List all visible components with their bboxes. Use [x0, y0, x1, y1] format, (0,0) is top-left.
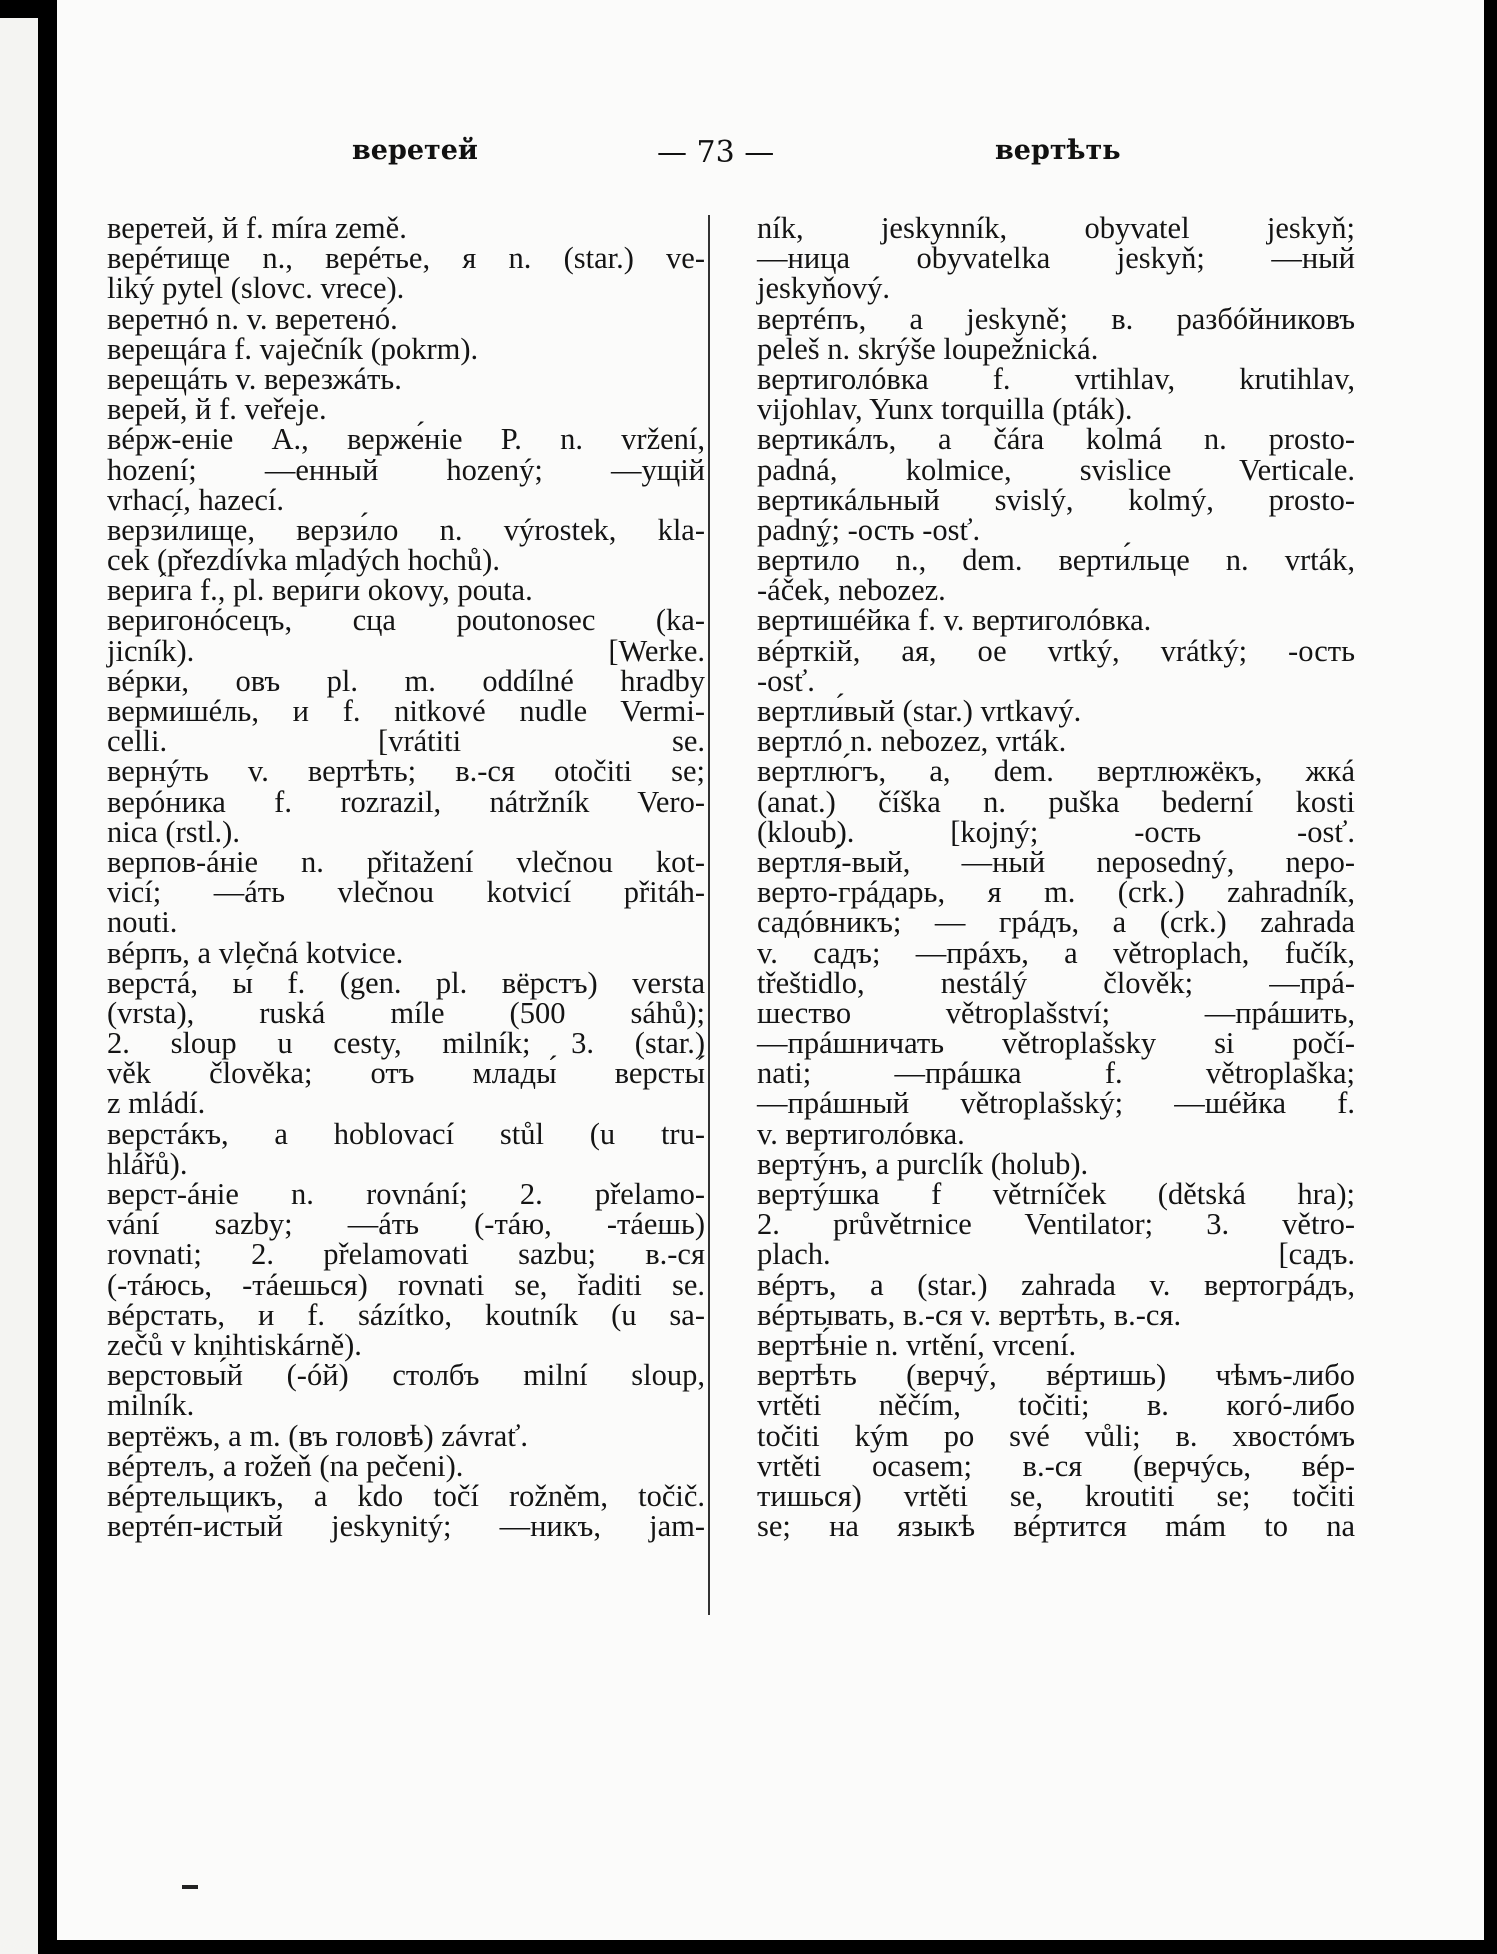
- text-line: vijohlav, Yunx torquilla (pták).: [757, 392, 1133, 427]
- text-line: nati; —прáшка f. větroplaška;: [757, 1056, 1355, 1091]
- text-line: верóника f. rozrazil, nátržník Vero-: [107, 784, 705, 819]
- text-line: (kloub). [kojný; -ость -osť.: [757, 814, 1355, 849]
- text-line: milník.: [107, 1388, 195, 1423]
- text-line: вéрки, овъ pl. m. oddílné hradby: [107, 663, 705, 698]
- text-line: вéрпъ, а vlečná kotvice.: [107, 935, 404, 970]
- text-line: zečů v knihtiskárně).: [107, 1327, 362, 1362]
- text-line: верзи́лище, верзи́ло n. výrostek, kla-: [107, 512, 705, 547]
- text-line: cek (přezdívka mladých hochů).: [107, 543, 500, 578]
- text-line: vicí; —áть vlečnou kotvicí přitáh-: [107, 875, 705, 910]
- right-column: [757, 211, 1355, 1544]
- text-line: ník, jeskynník, obyvatel jeskyň;: [757, 211, 1355, 245]
- text-line: nouti.: [107, 905, 178, 940]
- text-line: вертѣть (верчý, вéртишь) чѣмъ-либо: [757, 1358, 1355, 1393]
- text-line: věk člověka; отъ млады́ версты́: [107, 1056, 705, 1091]
- printer-mark: [182, 1885, 198, 1889]
- text-line: 2. sloup u cesty, milník; 3. (star.): [107, 1026, 705, 1061]
- text-line: вернýть v. вертѣть; в.-ся otočiti se;: [107, 754, 705, 789]
- text-line: (anat.) číška n. puška bederní kosti: [757, 784, 1355, 819]
- text-line: z mládí.: [107, 1086, 206, 1121]
- text-line: nica (rstl.).: [107, 814, 240, 849]
- text-line: верпов-áніе n. přitažení vlečnou kot-: [107, 844, 705, 879]
- text-line: se; на языкѣ вéртится mám to na: [757, 1509, 1355, 1544]
- text-line: vání sazby; —áть (-тáю, -тáешь): [107, 1207, 705, 1242]
- text-line: верей, й f. veřeje.: [107, 392, 327, 427]
- text-line: вери́га f., pl. вери́ги okovy, pouta.: [107, 573, 533, 608]
- text-line: верто-грáдарь, я m. (crk.) zahradník,: [757, 875, 1355, 910]
- text-line: вертиголóвка f. vrtihlav, krutihlav,: [757, 361, 1355, 396]
- text-line: верещáть v. верезжáть.: [107, 361, 402, 396]
- page-number: — 73 —: [657, 135, 775, 170]
- text-line: padný; -ость -osť.: [757, 512, 981, 547]
- text-line: вертлю́гъ, а, dem. вертлюжёкъ, жкá: [757, 754, 1355, 789]
- text-line: točiti kým po své vůli; в. хвостóмъ: [757, 1418, 1355, 1453]
- text-line: верещáга f. vaječník (pokrm).: [107, 331, 479, 366]
- text-line: hlářů).: [107, 1146, 188, 1181]
- header-right-guide-word: вертѣть: [995, 135, 1121, 166]
- text-line: верстовы́й (-óй) столбъ milní sloup,: [107, 1358, 705, 1393]
- text-line: —прáшный větroplašský; —шéйка f.: [757, 1086, 1355, 1121]
- text-line: верстá, ы́ f. (gen. pl. вёрстъ) versta: [107, 965, 705, 1000]
- text-line: (vrsta), ruská míle (500 sáhů);: [107, 995, 705, 1030]
- text-line: веретнó n. v. веретенó.: [107, 301, 398, 336]
- text-line: верстáкъ, а hoblovací stůl (u tru-: [107, 1116, 705, 1151]
- text-line: 2. průvětrnice Ventilator; 3. větro-: [757, 1207, 1355, 1242]
- header-left-guide-word: веретей: [352, 135, 478, 166]
- dictionary-page: [57, 0, 1484, 1940]
- text-line: vrhací, hazecí.: [107, 482, 284, 517]
- text-line: padná, kolmice, svislice Verticale.: [757, 452, 1355, 487]
- column-divider: [708, 215, 710, 1615]
- text-line: верти́ло n., dem. верти́льце n. vrták,: [757, 543, 1355, 578]
- text-line: -áček, nebozez.: [757, 573, 946, 608]
- text-line: -osť.: [757, 663, 815, 698]
- text-line: вертишéйка f. v. вертиголóвка.: [757, 603, 1152, 638]
- text-line: вертлó n. nebozez, vrták.: [757, 724, 1067, 759]
- text-line: тишься) vrtěti se, kroutiti se; točiti: [757, 1478, 1355, 1513]
- text-line: celli. [vrátiti se.: [107, 724, 705, 759]
- text-line: jicník). [Werke.: [107, 633, 705, 668]
- text-line: вертéп-истый jeskynitý; —никъ, jam-: [107, 1509, 705, 1544]
- text-line: vrtěti něčím, točiti; в. когó-либо: [757, 1388, 1355, 1423]
- text-line: вéртельщикъ, а kdo točí rožněm, točič.: [107, 1478, 705, 1513]
- text-line: rovnati; 2. přelamovati sazbu; в.-ся: [107, 1237, 705, 1272]
- text-line: vrtěti ocasem; в.-ся (верчýсь, вéр-: [757, 1448, 1355, 1483]
- text-line: вéрткій, ая, ое vrtký, vrátký; -ость: [757, 633, 1355, 668]
- text-line: вéртъ, а (star.) zahrada v. вертогрáдъ,: [757, 1267, 1355, 1302]
- text-line: вéртелъ, а rožeň (na pečeni).: [107, 1448, 464, 1483]
- text-line: třeštidlo, nestálý člověk; —прá-: [757, 965, 1355, 1000]
- text-line: plach. [садъ.: [757, 1237, 1355, 1272]
- text-line: peleš n. skrýše loupežnická.: [757, 331, 1099, 366]
- text-line: вертѣ́ніе n. vrtění, vrcení.: [757, 1327, 1077, 1362]
- text-line: jeskyňový.: [757, 271, 891, 306]
- text-line: вертикáлъ, а čára kolmá n. prosto-: [757, 422, 1355, 457]
- text-line: вертýнъ, а purclík (holub).: [757, 1146, 1089, 1181]
- text-line: вéрстать, и f. sázítko, koutník (u sa-: [107, 1297, 705, 1332]
- text-line: верст-áніе n. rovnání; 2. přelamo-: [107, 1177, 705, 1211]
- text-line: веригонóсецъ, сца poutonosec (ka-: [107, 603, 705, 638]
- text-line: вертля́-вый, —ный neposedný, nepo-: [757, 844, 1355, 879]
- text-line: веретей, й f. míra země.: [107, 211, 407, 245]
- text-line: шество větroplašství; —прáшить,: [757, 995, 1355, 1030]
- text-line: вертёжъ, а m. (въ головѣ) závrať.: [107, 1418, 528, 1453]
- text-line: вертли́вый (star.) vrtkavý.: [757, 694, 1082, 728]
- text-line: hození; —енный hozený; —ущій: [107, 452, 705, 487]
- left-column: [107, 211, 705, 1544]
- text-line: вертикáльный svislý, kolmý, prosto-: [757, 482, 1355, 517]
- text-line: вéрж-еніе A., верже́ніе P. n. vržení,: [107, 422, 705, 457]
- text-line: (-тáюсь, -тáешься) rovnati se, řaditi se.: [107, 1267, 705, 1302]
- text-line: —ница obyvatelka jeskyň; —ный: [757, 241, 1355, 276]
- adjacent-page-edge: [0, 18, 38, 1954]
- text-line: v. садъ; —прáхъ, а větroplach, fučík,: [757, 935, 1355, 970]
- running-header: [57, 135, 1484, 175]
- text-line: вермишéль, и f. nitkové nudle Vermi-: [107, 694, 705, 728]
- text-line: верéтище n., верéтье, я n. (star.) ve-: [107, 241, 705, 276]
- text-line: садóвникъ; — грáдъ, а (crk.) zahrada: [757, 905, 1355, 940]
- text-line: liký pytel (slovc. vrece).: [107, 271, 405, 306]
- text-line: вертýшка f větrníček (dětská hra);: [757, 1177, 1355, 1211]
- text-line: v. вертиголóвка.: [757, 1116, 965, 1151]
- text-line: вертéпъ, а jeskyně; в. разбóйниковъ: [757, 301, 1355, 336]
- text-line: вéртывать, в.-ся v. вертѣть, в.-ся.: [757, 1297, 1182, 1332]
- text-line: —прáшничать větroplašsky si počí-: [757, 1026, 1355, 1061]
